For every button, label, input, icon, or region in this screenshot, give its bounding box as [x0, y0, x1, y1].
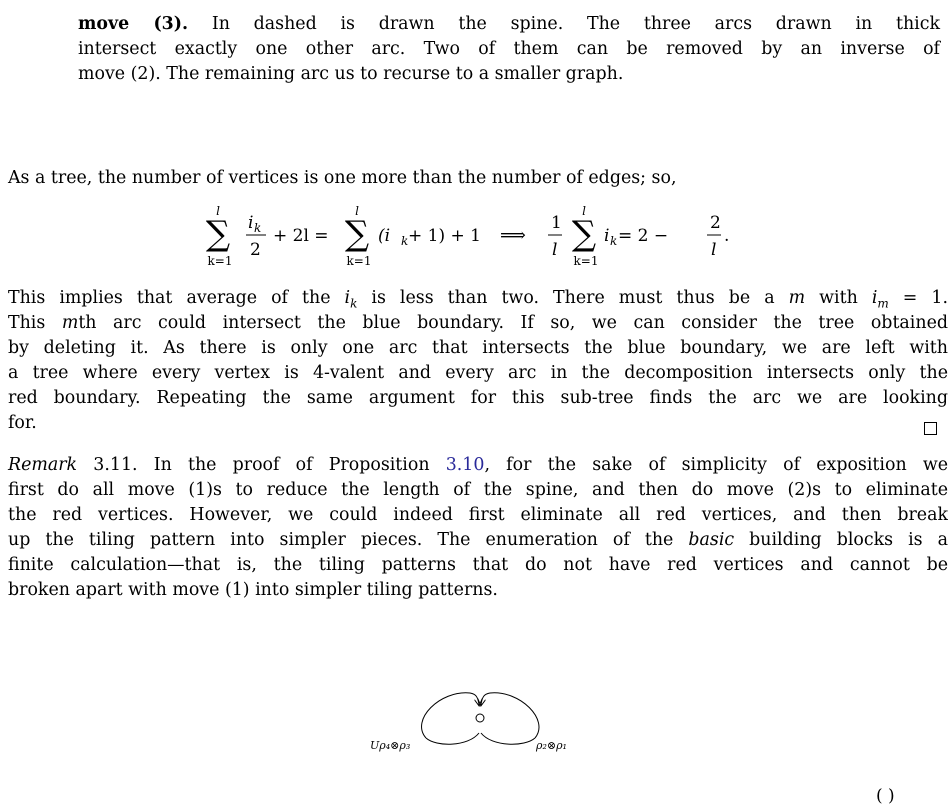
right-loop-arc-top [481, 693, 539, 738]
frac1-num: i [248, 213, 254, 233]
p2-line-3: a tree where every vertex is 4-valent and every arc in the decomposition intersects only the [8, 363, 948, 383]
sum3-lower: k=1 [573, 254, 599, 268]
center-vertex [476, 714, 484, 722]
left-loop-label: Uρ₄⊗ρ₃ [370, 739, 411, 752]
sum2-sigma: ∑ [344, 214, 370, 254]
proposition-link[interactable]: 3.10 [445, 455, 485, 475]
p2-line-5: for. [8, 413, 37, 433]
mid-rest: + 1) + 1 [408, 226, 481, 246]
caption-cut-line [78, 0, 940, 4]
frac2-den: l [552, 240, 558, 260]
p2-line-2: by deleting it. As there is only one arc that intersects the blue boundary, we are left with [8, 338, 948, 358]
caption-line-0-text: In dashed is drawn the spine. The three arcs drawn in thick [188, 14, 940, 34]
qed-box [924, 422, 937, 435]
mid-open: (i [378, 226, 391, 246]
p2-line-0: This implies that average of the $i_k$ is less than two. There must thus be a m with $i_m = 1$. [8, 288, 948, 311]
remark-line-2: the red vertices. However, we could indeed first eliminate all red vertices, and then break [8, 505, 948, 525]
sum2-lower: k=1 [346, 254, 372, 268]
right-loop-label: ρ₂⊗ρ₁ [536, 739, 567, 752]
frac1-den: 2 [250, 240, 261, 260]
sum3-sigma: ∑ [571, 214, 597, 254]
implies-arrow: ⟹ [500, 225, 526, 246]
sum3-upper: l [582, 204, 586, 218]
remark-line-1: first do all move (1)s to reduce the length of the spine, and then do move (2)s to eliminate [8, 480, 948, 500]
remark-line-0: Remark 3.11. In the proof of Proposition 3.10, for the sake of simplicity of exposition we [8, 455, 948, 475]
rhs-eq: = 2 − [618, 226, 669, 246]
paragraph-tree-edges: As a tree, the number of vertices is one more than the number of edges; so, [8, 168, 677, 188]
mid-sub: k [401, 234, 409, 248]
frac1-num-sub: k [254, 221, 262, 235]
frac3-num: 2 [710, 213, 721, 233]
remark-line-5: broken apart with move (1) into simpler tiling patterns. [8, 580, 498, 600]
bottom-cut-text: ( ) [876, 786, 895, 806]
left-loop-arc-top [422, 693, 479, 738]
eq-plus-2l: + 2l = [273, 226, 329, 246]
sum2-upper: l [355, 204, 359, 218]
left-loop-arc-bottom [426, 733, 479, 744]
display-equation [0, 205, 948, 275]
caption-line-1: intersect exactly one other arc. Two of them can be removed by an inverse of [78, 39, 940, 59]
remark-label: Remark [8, 455, 78, 475]
frac2-num: 1 [551, 213, 562, 233]
frac3-den: l [711, 240, 717, 260]
sum1-lower: k=1 [207, 254, 233, 268]
loop-diagram [350, 685, 610, 785]
caption-line-2: move (2). The remaining arc us to recurse to a smaller graph. [78, 64, 624, 84]
p2-line-4: red boundary. Repeating the same argument for this sub-tree finds the arc we are looking [8, 388, 948, 408]
right-loop-arc-bottom [481, 733, 535, 744]
rhs-i: i [604, 226, 610, 246]
sum1-upper: l [216, 204, 220, 218]
caption-line-0 [78, 12, 940, 37]
rhs-sub: k [610, 234, 618, 248]
remark-line-3: up the tiling pattern into simpler pieces. The enumeration of the basic building blocks is a [8, 530, 948, 550]
caption-move-bold: move (3). [78, 14, 189, 34]
sum1-sigma: ∑ [205, 214, 231, 254]
remark-line-4: finite calculation—that is, the tiling patterns that do not have red vertices and cannot be [8, 555, 948, 575]
equation-period: . [724, 226, 730, 246]
basic-emph: basic [688, 530, 735, 550]
p2-line-1: This mth arc could intersect the blue boundary. If so, we can consider the tree obtained [8, 313, 948, 333]
